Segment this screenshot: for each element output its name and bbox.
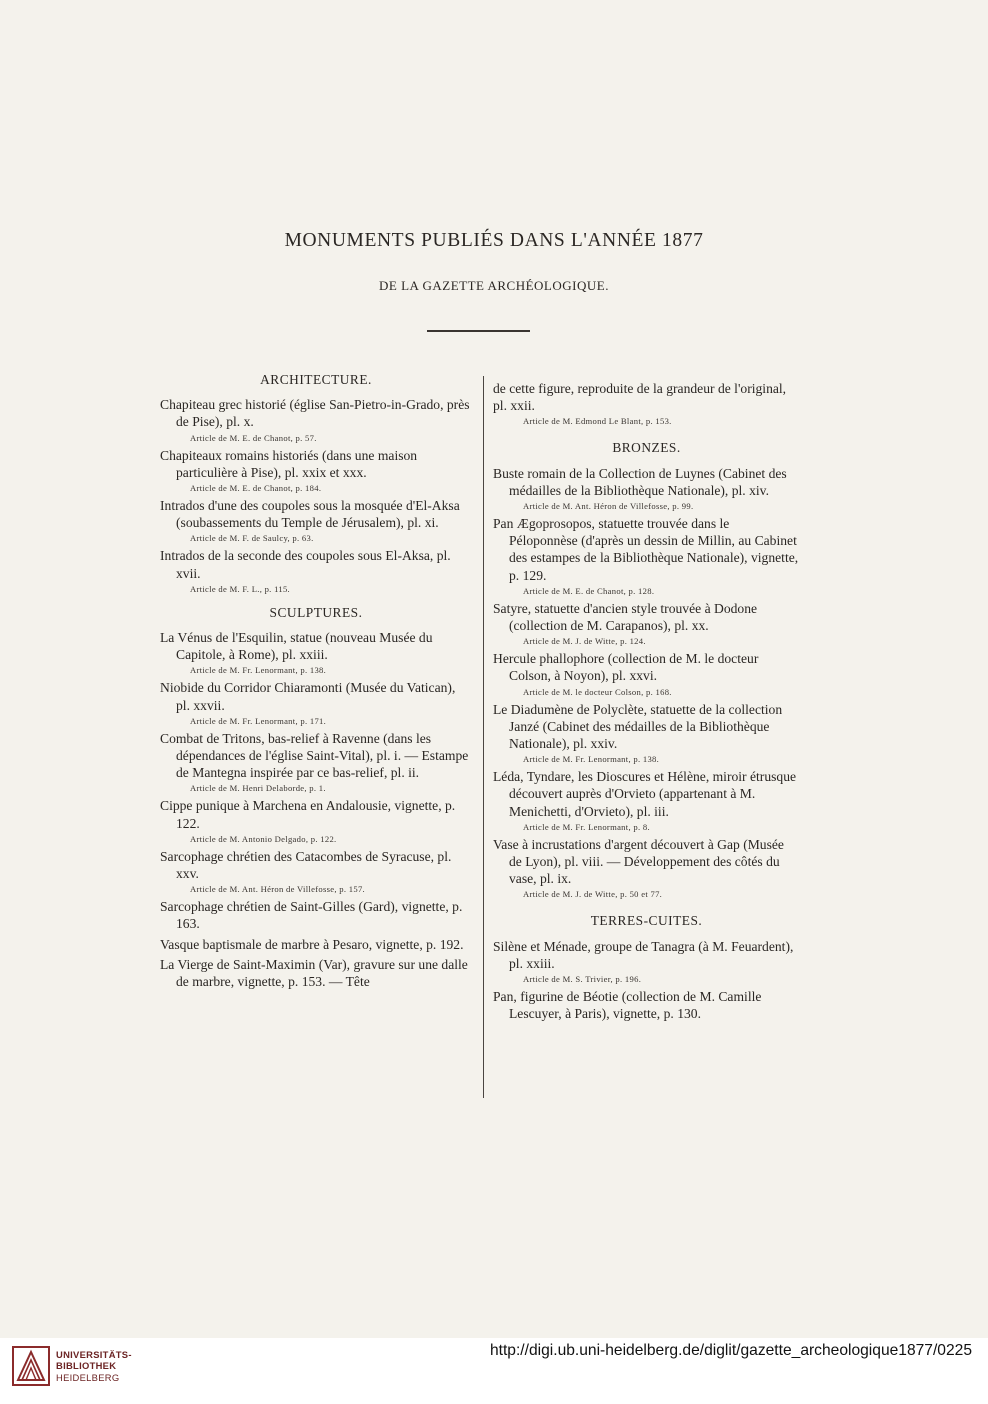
entry-text: Pan, figurine de Béotie (collection de M. Camille Lescuyer, à Paris), vignette, p. 130.	[493, 989, 762, 1022]
column-divider	[483, 376, 484, 1098]
list-item	[160, 447, 472, 494]
entry-citation: Article de M. F. L., p. 115.	[190, 583, 291, 594]
entry-citation: Article de M. J. de Witte, p. 124.	[523, 636, 646, 647]
section-heading: SCULPTURES.	[269, 604, 363, 620]
entry-text: Intrados de la seconde des coupoles sous El-Aksa, pl. xvii.	[160, 548, 451, 581]
entry-citation: Article de M. Fr. Lenormant, p. 138.	[523, 754, 660, 765]
entry-citation: Article de M. E. de Chanot, p. 57.	[190, 432, 317, 443]
entry-text: de cette figure, reproduite de la grandeur de l'original, pl. xxii.	[493, 381, 787, 414]
entry-citation: Article de M. Fr. Lenormant, p. 171.	[190, 715, 327, 726]
entry-citation: Article de M. Antonio Delgado, p. 122.	[190, 833, 337, 844]
entry-text: Léda, Tyndare, les Dioscures et Hélène, miroir étrusque découvert auprès d'Orvieto (appartenant à M. Menichetti, d'Orvieto), pl. iii.	[493, 769, 797, 819]
entry-citation: Article de M. Edmond Le Blant, p. 153.	[523, 416, 672, 427]
entry-text: Combat de Tritons, bas-relief à Ravenne (dans les dépendances de l'église Saint-Vital), pl. i. — Estampe de Mantegna inspirée par ce bas-relief, pl. ii.	[160, 730, 469, 781]
list-item	[493, 650, 800, 697]
entry-text: Vase à incrustations d'argent découvert à Gap (Musée de Lyon), pl. viii. — Développement des côtés du vase, pl. ix.	[493, 836, 784, 887]
entry-text: Hercule phallophore (collection de M. le docteur Colson, à Noyon), pl. xxvi.	[493, 651, 759, 684]
section-heading: ARCHITECTURE.	[260, 372, 372, 387]
list-item	[160, 797, 472, 844]
left-column	[160, 371, 472, 993]
list-item	[493, 600, 800, 647]
title-divider	[427, 330, 530, 332]
entry-citation: Article de M. S. Trivier, p. 196.	[523, 974, 642, 985]
list-item	[160, 730, 472, 795]
list-item	[493, 465, 800, 512]
list-item	[493, 836, 800, 901]
section-terres-cuites	[493, 912, 800, 1022]
entry-text: Pan Ægoprosopos, statuette trouvée dans le Péloponnèse (d'après un dessin de Millin, au Cabinet des estampes de la Bibliothèque Nationale), vignette, p. 129.	[493, 516, 799, 583]
list-item	[160, 547, 472, 594]
right-column	[493, 380, 800, 1025]
section-sculptures	[160, 604, 472, 990]
entry-text: Chapiteau grec historié (église San-Pietro-in-Grado, près de Pise), pl. x.	[160, 397, 470, 430]
source-url-link[interactable]: http://digi.ub.uni-heidelberg.de/diglit/gazette_archeologique1877/0225	[489, 1342, 972, 1359]
entry-text: Vasque baptismale de marbre à Pesaro, vignette, p. 192.	[160, 936, 464, 952]
entry-text: Niobide du Corridor Chiaramonti (Musée du Vatican), pl. xxvii.	[160, 680, 456, 713]
entry-citation: Article de M. F. de Saulcy, p. 63.	[190, 533, 314, 544]
entry-text: Sarcophage chrétien des Catacombes de Syracuse, pl. xxv.	[160, 848, 452, 882]
entry-text: Intrados d'une des coupoles sous la mosquée d'El-Aksa (soubassements du Temple de Jérusalem), pl. xi.	[160, 498, 460, 531]
entry-text: Buste romain de la Collection de Luynes (Cabinet des médailles de la Bibliothèque Nationale), pl. xiv.	[493, 465, 787, 498]
entry-text: La Vénus de l'Esquilin, statue (nouveau Musée du Capitole, à Rome), pl. xxiii.	[160, 630, 433, 663]
entry-citation: Article de M. J. de Witte, p. 50 et 77.	[523, 889, 663, 900]
list-item	[493, 938, 800, 985]
entry-citation: Article de M. Fr. Lenormant, p. 138.	[190, 665, 327, 676]
section-architecture	[160, 371, 472, 595]
list-item	[160, 936, 472, 953]
library-logo-icon	[12, 1346, 50, 1386]
entry-text: Le Diadumène de Polyclète, statuette de la collection Janzé (Cabinet des médailles de la Bibliothèque Nationale), pl. xxiv.	[493, 701, 783, 752]
library-name	[56, 1349, 132, 1383]
entry-citation: Article de M. E. de Chanot, p. 128.	[523, 585, 655, 596]
entry-text: La Vierge de Saint-Maximin (Var), gravure sur une dalle de marbre, vignette, p. 153. — Tête	[160, 956, 468, 990]
page-title: MONUMENTS PUBLIÉS DANS L'ANNÉE 1877	[284, 230, 704, 251]
list-item	[160, 848, 472, 895]
continued-entry	[493, 380, 800, 427]
list-item	[160, 629, 472, 676]
list-item	[493, 515, 800, 597]
list-item	[160, 396, 472, 443]
list-item	[160, 956, 472, 990]
entry-text: Chapiteaux romains historiés (dans une maison particulière à Pise), pl. xxix et xxx.	[160, 447, 418, 480]
page-subtitle: DE LA GAZETTE ARCHÉOLOGIQUE.	[379, 278, 609, 293]
entry-citation: Article de M. Henri Delaborde, p. 1.	[190, 783, 326, 794]
entry-citation: Article de M. Ant. Héron de Villefosse, p. 99.	[523, 501, 694, 512]
section-bronzes	[493, 439, 800, 900]
library-name-line: UNIVERSITÄTS-	[56, 1349, 132, 1360]
library-name-line: BIBLIOTHEK	[56, 1360, 117, 1372]
library-name-line: HEIDELBERG	[56, 1371, 120, 1383]
entry-text: Satyre, statuette d'ancien style trouvée à Dodone (collection de M. Carapanos), pl. xx.	[493, 600, 758, 634]
entry-text: Cippe punique à Marchena en Andalousie, vignette, p. 122.	[160, 798, 456, 831]
entry-text: Silène et Ménade, groupe de Tanagra (à M. Feuardent), pl. xxiii.	[493, 938, 794, 971]
list-item	[160, 497, 472, 544]
section-heading: BRONZES.	[612, 440, 681, 456]
list-item	[160, 679, 472, 726]
entry-citation: Article de M. Fr. Lenormant, p. 8.	[523, 821, 650, 832]
list-item	[493, 988, 800, 1022]
entry-text: Sarcophage chrétien de Saint-Gilles (Gard), vignette, p. 163.	[160, 899, 463, 932]
entry-citation: Article de M. le docteur Colson, p. 168.	[523, 686, 672, 697]
section-heading: TERRES-CUITES.	[590, 913, 703, 929]
list-item	[493, 701, 800, 766]
list-item	[160, 898, 472, 932]
entry-citation: Article de M. Ant. Héron de Villefosse, p. 157.	[190, 884, 366, 895]
list-item	[493, 768, 800, 833]
entry-citation: Article de M. E. de Chanot, p. 184.	[190, 483, 322, 494]
